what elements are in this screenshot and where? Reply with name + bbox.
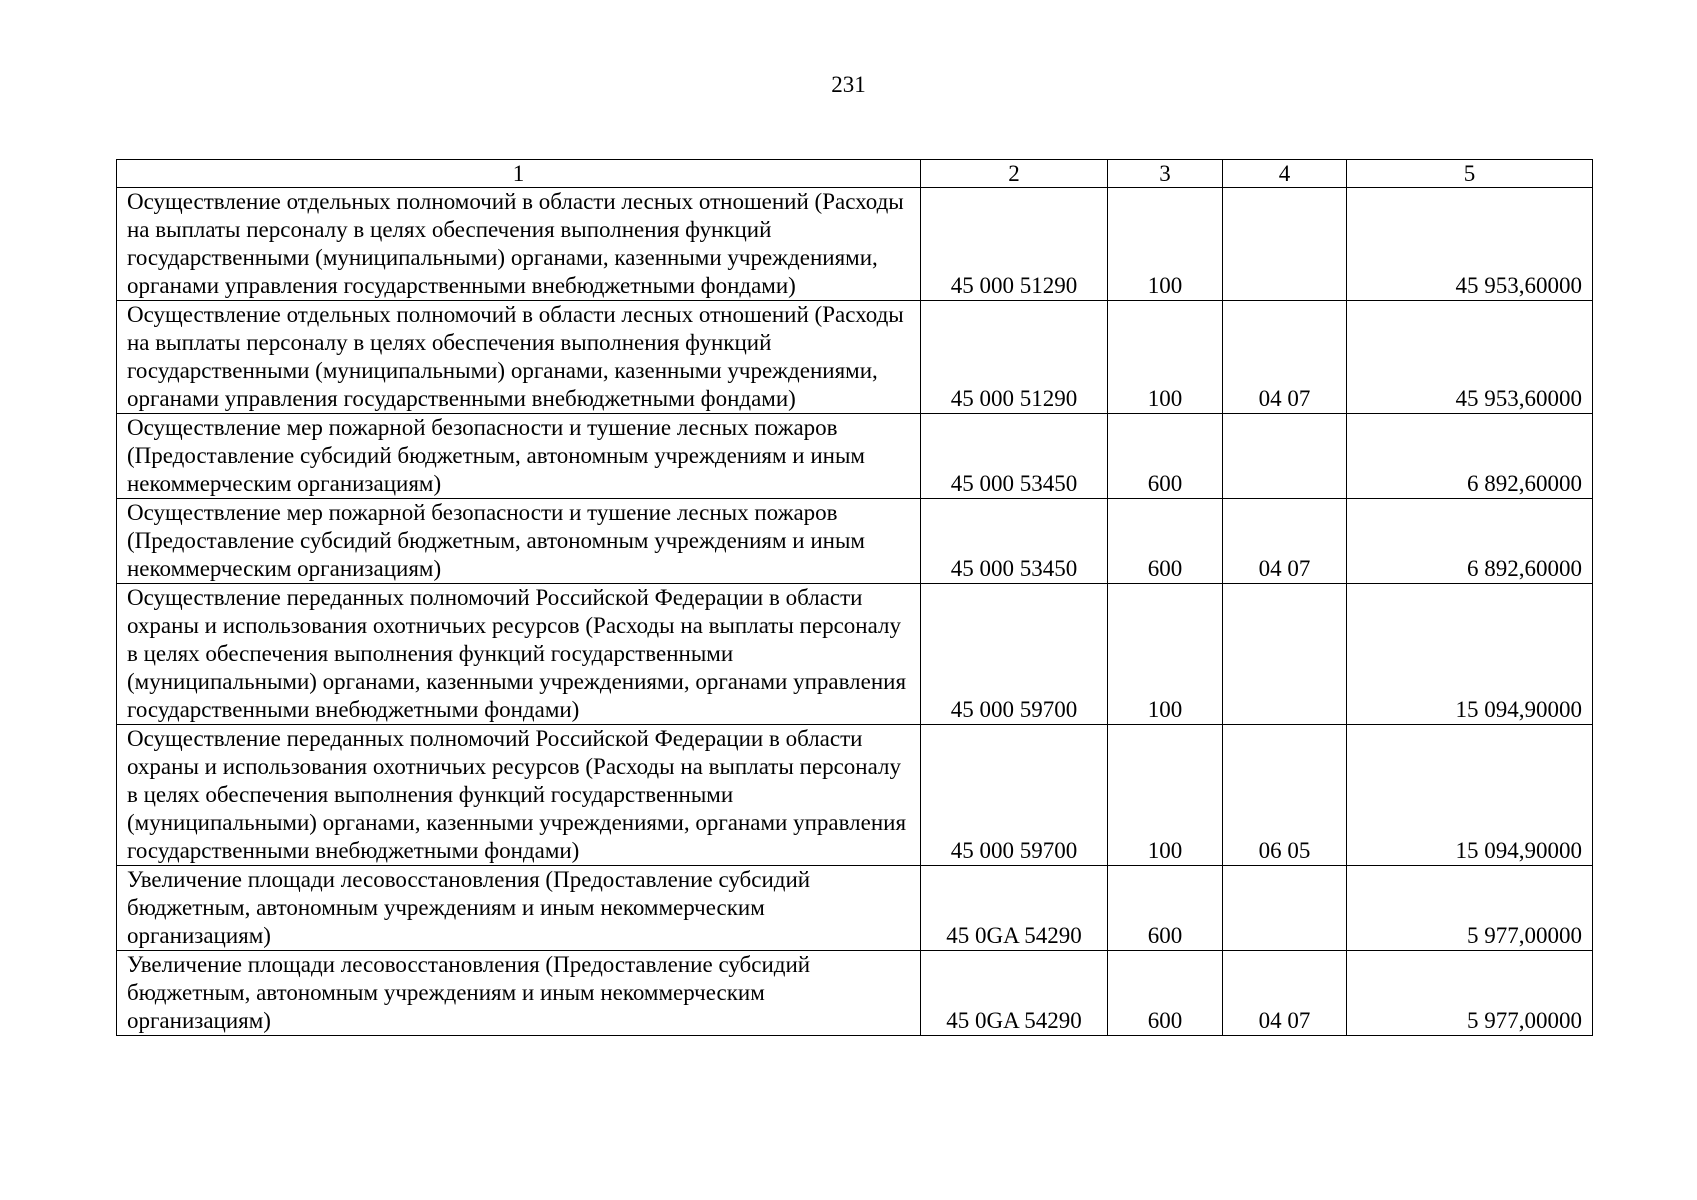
row-amount: 15 094,90000	[1347, 725, 1593, 866]
row-section	[1223, 866, 1347, 951]
row-description: Осуществление отдельных полномочий в области лесных отношений (Расходы на выплаты персоналу в целях обеспечения выполнения функций государственными (муниципальными) органами, казенными учреждениями, органами управления государственными внебюджетными фондами)	[117, 188, 921, 301]
table-row	[117, 725, 1593, 866]
row-target-code: 45 000 51290	[921, 188, 1108, 301]
row-expense-type: 100	[1108, 301, 1223, 414]
row-target-code: 45 000 59700	[921, 584, 1108, 725]
row-section	[1223, 584, 1347, 725]
row-description: Осуществление мер пожарной безопасности и тушение лесных пожаров (Предоставление субсидий бюджетным, автономным учреждениям и иным некоммерческим организациям)	[117, 414, 921, 499]
table-row	[117, 866, 1593, 951]
row-amount: 6 892,60000	[1347, 414, 1593, 499]
table-row	[117, 301, 1593, 414]
table-row	[117, 584, 1593, 725]
row-expense-type: 100	[1108, 725, 1223, 866]
row-amount: 5 977,00000	[1347, 951, 1593, 1036]
table-body	[117, 188, 1593, 1036]
row-amount: 6 892,60000	[1347, 499, 1593, 584]
page-number: 231	[831, 72, 866, 97]
row-target-code: 45 0GA 54290	[921, 951, 1108, 1036]
row-amount: 5 977,00000	[1347, 866, 1593, 951]
row-section	[1223, 414, 1347, 499]
row-description: Осуществление мер пожарной безопасности и тушение лесных пожаров (Предоставление субсидий бюджетным, автономным учреждениям и иным некоммерческим организациям)	[117, 499, 921, 584]
row-description: Осуществление отдельных полномочий в области лесных отношений (Расходы на выплаты персоналу в целях обеспечения выполнения функций государственными (муниципальными) органами, казенными учреждениями, органами управления государственными внебюджетными фондами)	[117, 301, 921, 414]
table-row	[117, 499, 1593, 584]
row-amount: 45 953,60000	[1347, 188, 1593, 301]
row-section: 04 07	[1223, 951, 1347, 1036]
row-description: Увеличение площади лесовосстановления (Предоставление субсидий бюджетным, автономным учреждениям и иным некоммерческим организациям)	[117, 866, 921, 951]
row-section: 04 07	[1223, 499, 1347, 584]
row-description: Осуществление переданных полномочий Российской Федерации в области охраны и использования охотничьих ресурсов (Расходы на выплаты персоналу в целях обеспечения выполнения функций государственными (муниципальными) органами, казенными учреждениями, органами управления государственными внебюджетными фондами)	[117, 584, 921, 725]
row-expense-type: 100	[1108, 188, 1223, 301]
table-row	[117, 188, 1593, 301]
row-target-code: 45 000 59700	[921, 725, 1108, 866]
table-header	[117, 160, 1593, 188]
column-header-5: 5	[1347, 160, 1593, 188]
column-header-1: 1	[117, 160, 921, 188]
row-expense-type: 600	[1108, 414, 1223, 499]
column-header-4: 4	[1223, 160, 1347, 188]
row-target-code: 45 000 51290	[921, 301, 1108, 414]
row-section	[1223, 188, 1347, 301]
row-section: 06 05	[1223, 725, 1347, 866]
row-description: Увеличение площади лесовосстановления (Предоставление субсидий бюджетным, автономным учреждениям и иным некоммерческим организациям)	[117, 951, 921, 1036]
row-expense-type: 600	[1108, 866, 1223, 951]
row-description: Осуществление переданных полномочий Российской Федерации в области охраны и использования охотничьих ресурсов (Расходы на выплаты персоналу в целях обеспечения выполнения функций государственными (муниципальными) органами, казенными учреждениями, органами управления государственными внебюджетными фондами)	[117, 725, 921, 866]
table-row	[117, 951, 1593, 1036]
column-header-3: 3	[1108, 160, 1223, 188]
row-target-code: 45 0GA 54290	[921, 866, 1108, 951]
row-amount: 15 094,90000	[1347, 584, 1593, 725]
row-expense-type: 600	[1108, 499, 1223, 584]
column-header-2: 2	[921, 160, 1108, 188]
row-amount: 45 953,60000	[1347, 301, 1593, 414]
budget-table	[116, 159, 1593, 1036]
row-target-code: 45 000 53450	[921, 414, 1108, 499]
row-expense-type: 100	[1108, 584, 1223, 725]
row-expense-type: 600	[1108, 951, 1223, 1036]
row-section: 04 07	[1223, 301, 1347, 414]
table-row	[117, 414, 1593, 499]
row-target-code: 45 000 53450	[921, 499, 1108, 584]
header-row	[117, 160, 1593, 188]
